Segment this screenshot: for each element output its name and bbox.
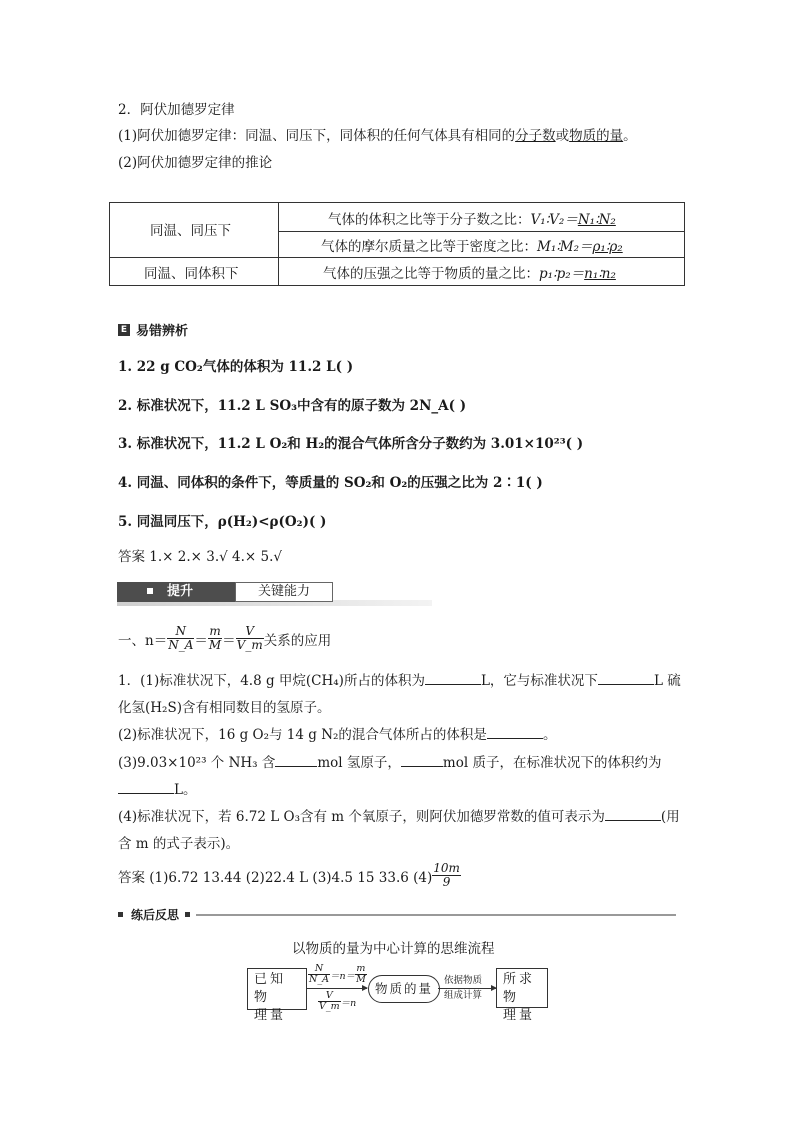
question-line: L。	[118, 778, 196, 798]
law-term-amount: 物质的量	[569, 128, 624, 144]
question-line: 含 m 的式子表示)。	[118, 836, 240, 852]
law-connector: 或	[555, 128, 570, 144]
reflection-rule	[196, 914, 676, 916]
cell-rhs: n₁∶n₂	[584, 266, 616, 282]
easy-errors-icon: E	[118, 324, 130, 336]
table-cell-same-tv: 同温、同体积下	[144, 266, 239, 282]
law-statement	[118, 124, 637, 144]
question-line: (2)标准状况下，16 g O₂与 14 g N₂的混合气体所占的体积是 。	[118, 727, 557, 743]
flow-box-target: 所求物 理量	[496, 968, 548, 1008]
easy-errors-title: 易错辨析	[136, 324, 189, 339]
reflection-bullet	[185, 912, 190, 917]
cell-text: 气体的摩尔质量之比等于密度之比：	[321, 239, 537, 255]
question-line: (3)9.03×10²³ 个 NH₃ 含 mol 氢原子， mol 质子，在标准状况下的体积约为	[118, 755, 662, 771]
flow-box-known: 已知物 理量	[247, 968, 307, 1010]
question-line: 1．(1)标准状况下，4.8 g 甲烷(CH₄)所占的体积为 L，它与标准状况下 L 硫	[118, 673, 681, 689]
table-cell-volume-ratio	[328, 208, 616, 228]
question-line: 化氢(H₂S)含有相同数目的氢原子。	[118, 700, 331, 716]
cell-text: 气体的体积之比等于分子数之比：	[328, 212, 531, 228]
banner-light-tab: 关键能力	[235, 582, 333, 602]
question-answer: 答案 (1)6.72 13.44 (2)22.4 L (3)4.5 15 33.6 (4) $\frac{10m}{9}$	[118, 861, 460, 889]
law-corollary-heading: (2)阿伏加德罗定律的推论	[118, 155, 273, 171]
equals-sign: ＝	[222, 632, 236, 649]
question-line: (4)标准状况下，若 6.72 L O₃含有 m 个氧原子，则阿伏加德罗常数的值可表示为 (用	[118, 809, 680, 825]
section-one-heading	[118, 625, 331, 652]
heading-suffix: 关系的应用	[263, 632, 332, 649]
flow-title: 以物质的量为中心计算的思维流程	[292, 941, 495, 957]
cell-rhs: ρ₁∶ρ₂	[592, 239, 623, 255]
answer-fraction: $\frac{10m}{9}$	[433, 861, 460, 889]
easy-error-item: 4. 同温、同体积的条件下，等质量的 SO₂和 O₂的压强之比为 2∶1( )	[118, 475, 543, 491]
cell-lhs: V₁∶V₂＝	[530, 212, 578, 228]
easy-error-item: 2. 标准状况下，11.2 L SO₃中含有的原子数为 2N_A( )	[118, 398, 467, 414]
reflection-bullet	[118, 912, 123, 917]
law-text: (1)阿伏加德罗定律：同温、同压下，同体积的任何气体具有相同的	[118, 128, 516, 144]
flow-label-right: 依据物质 组成计算	[444, 975, 483, 1001]
easy-errors-answer: 答案 1.× 2.× 3.√ 4.× 5.√	[118, 549, 282, 565]
reflection-title: 练后反思	[131, 908, 180, 922]
section-heading: 2．阿伏加德罗定律	[118, 102, 235, 118]
easy-error-item: 3. 标准状况下，11.2 L O₂和 H₂的混合气体所含分子数约为 3.01×10²³( )	[118, 436, 584, 452]
corollary-table	[109, 202, 685, 286]
easy-errors-header	[118, 320, 188, 339]
flow-arrow-top	[307, 988, 367, 989]
cell-rhs: N₁∶N₂	[577, 212, 616, 228]
table-cell-pressure-ratio	[323, 262, 616, 282]
fraction-n-over-na: $\frac{N}{N\_A}$	[168, 624, 194, 652]
fraction-m-over-M: $\frac{m}{M}$	[208, 624, 222, 652]
cell-lhs: p₁∶p₂＝	[539, 266, 585, 282]
equals-sign: ＝	[194, 632, 208, 649]
table-cell-molar-mass-ratio	[321, 235, 623, 255]
flow-center-amount: 物质的量	[368, 975, 440, 1003]
heading-prefix: 一、n＝	[118, 632, 168, 649]
banner-dark-tab	[117, 582, 235, 602]
banner-dark-label: 提升	[167, 584, 194, 599]
easy-error-item: 5. 同温同压下，ρ(H₂)<ρ(O₂)( )	[118, 514, 327, 530]
easy-error-item: 1. 22 g CO₂气体的体积为 11.2 L( )	[118, 359, 354, 375]
flow-formula-bottom: $\frac{V}{V\_m}$ ＝n	[319, 990, 357, 1012]
flow-formula-top: $\frac{N}{N\_A}$ ＝n＝ $\frac{m}{M}$	[309, 963, 366, 985]
law-term-molecules: 分子数	[515, 128, 556, 144]
law-period: 。	[623, 128, 637, 144]
cell-text: 气体的压强之比等于物质的量之比：	[323, 266, 539, 282]
fraction-v-over-vm: $\frac{V}{V\_m}$	[236, 624, 263, 652]
key-ability-banner	[117, 580, 432, 606]
table-cell-same-tp: 同温、同压下	[150, 223, 231, 239]
cell-lhs: M₁∶M₂＝	[537, 239, 593, 255]
reflection-header	[118, 906, 676, 923]
